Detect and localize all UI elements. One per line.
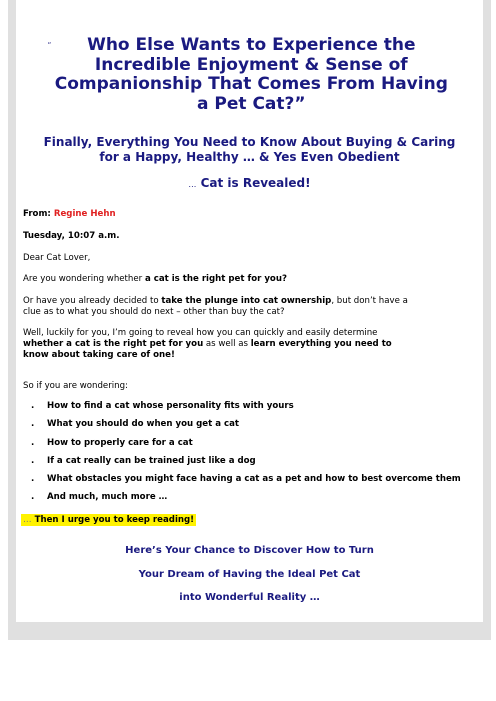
bullet-text: If a cat really can be trained just like a dog (47, 455, 256, 466)
bullet-mark: . (31, 419, 35, 430)
reveal-dots: … (188, 180, 197, 189)
paragraph-2-line-2: clue as to what you should do next – other than buy the cat? (23, 307, 285, 317)
closing-line-1: Here’s Your Chance to Discover How to Turn (125, 545, 374, 556)
bullet-text: How to find a cat whose personality fits with yours (47, 401, 294, 411)
callout-text: Then I urge you to keep reading! (34, 515, 195, 525)
headline (16, 36, 483, 114)
reveal-text: Cat is Revealed! (200, 176, 311, 190)
p2-text-c: , but don’t have a (331, 296, 408, 306)
p3-bold-b: whether a cat is the right pet for you (23, 339, 204, 349)
headline-text: Who Else Wants to Experience the Incredible Enjoyment & Sense of Companionship That Comes From Having a Pet Cat?” (54, 35, 448, 114)
p2-text-a: Or have you already decided to (23, 296, 162, 306)
paragraph-3-line-3: know about taking care of one! (23, 350, 175, 360)
highlighted-callout (21, 514, 196, 526)
salutation: Dear Cat Lover, (23, 253, 91, 263)
bullet-mark: . (31, 437, 35, 448)
bullet-mark: . (31, 492, 35, 503)
list-item (31, 438, 461, 456)
paragraph-3-line-1: Well, luckily for you, I’m going to reveal how you can quickly and easily determine (23, 328, 378, 338)
document-page (16, 0, 483, 622)
p2-bold: take the plunge into cat ownership (161, 296, 332, 306)
bullet-text: What you should do when you get a cat (47, 419, 239, 430)
p3-bold-d: learn everything you need to (250, 339, 392, 349)
paragraph-3-line-2 (23, 339, 392, 351)
paragraph-1 (23, 274, 287, 286)
bullet-text: What obstacles you might face having a cat as a pet and how to best overcome them (47, 474, 461, 485)
bullet-text: And much, much more … (47, 492, 168, 503)
bullet-mark: . (31, 401, 35, 411)
closing-line-3: into Wonderful Reality … (179, 592, 320, 603)
paragraph-4: So if you are wondering: (23, 381, 128, 391)
date-line: Tuesday, 10:07 a.m. (23, 231, 120, 241)
callout-dots: … (23, 515, 32, 525)
bullet-text: How to properly care for a cat (47, 437, 193, 448)
paragraph-2-line-1 (23, 296, 408, 308)
closing-line-2: Your Dream of Having the Ideal Pet Cat (138, 569, 361, 580)
author-name: Regine Hehn (53, 209, 116, 219)
list-item (31, 401, 461, 419)
bullet-mark: . (31, 455, 35, 466)
headline-open-quote: “ (47, 41, 52, 49)
benefit-list (31, 401, 461, 511)
list-item (31, 474, 461, 492)
list-item (31, 419, 461, 437)
from-line (23, 209, 116, 221)
from-label: From: (23, 209, 51, 219)
subheadline (16, 135, 483, 165)
subheadline-text: Finally, Everything You Need to Know About Buying & Caring for a Happy, Healthy … & Yes Even Obedient (43, 135, 456, 164)
list-item (31, 492, 461, 510)
list-item (31, 456, 461, 474)
p1-text: Are you wondering whether (23, 274, 145, 284)
p3-text-c: as well as (203, 339, 251, 349)
bullet-mark: . (31, 474, 35, 485)
reveal-line (16, 176, 483, 192)
p1-bold: a cat is the right pet for you? (144, 274, 287, 284)
